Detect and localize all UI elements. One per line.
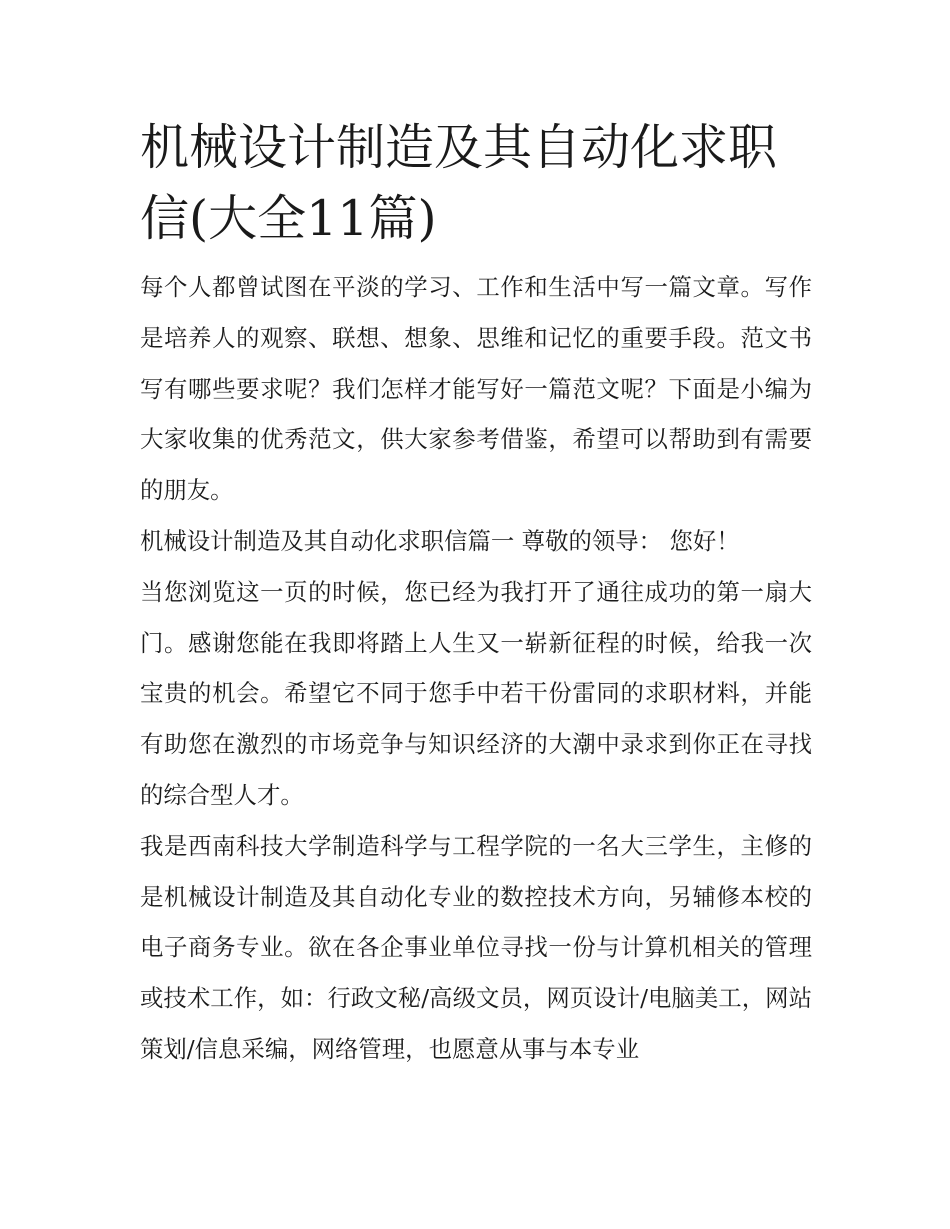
paragraph-self-introduction: 我是西南科技大学制造科学与工程学院的一名大三学生，主修的是机械设计制造及其自动化专业的数控技术方向，另辅修本校的电子商务专业。欲在各企事业单位寻找一份与计算机相关的管理或技术工作，如：行政文秘/高级文员，网页设计/电脑美工，网站策划/信息采编，网络管理，也愿意从事与本专业 [140,831,812,1063]
paragraph-intro: 每个人都曾试图在平淡的学习、工作和生活中写一篇文章。写作是培养人的观察、联想、想象、思维和记忆的重要手段。范文书写有哪些要求呢？我们怎样才能写好一篇范文呢？下面是小编为大家收集的优秀范文，供大家参考借鉴，希望可以帮助到有需要的朋友。 [140,273,812,505]
paragraph-salutation: 机械设计制造及其自动化求职信篇一 尊敬的领导： 您好！ [140,526,740,555]
document-content [140,112,812,1075]
document-body [140,262,812,1075]
document-title: 机械设计制造及其自动化求职信(大全11篇) [140,119,778,247]
paragraph-opening: 当您浏览这一页的时候，您已经为我打开了通往成功的第一扇大门。感谢您能在我即将踏上人生又一崭新征程的时候，给我一次宝贵的机会。希望它不同于您手中若干份雷同的求职材料，并能有助您在激烈的市场竞争与知识经济的大潮中录求到你正在寻找的综合型人才。 [140,577,812,809]
